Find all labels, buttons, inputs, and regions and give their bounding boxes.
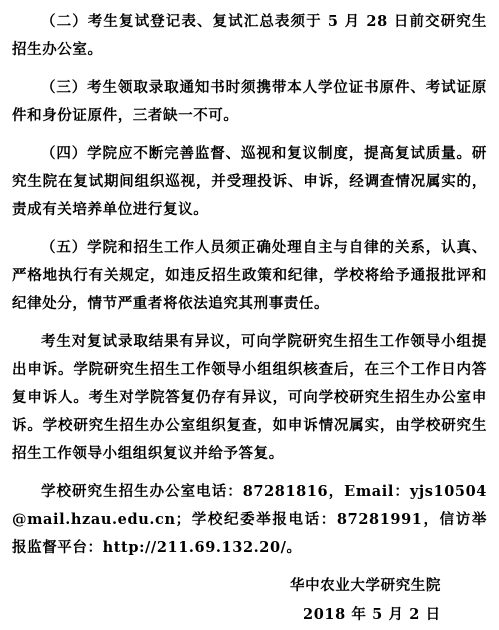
contact-paragraph: 学校研究生招生办公室电话：87281816，Email：yjs10504@mail.hzau.edu.cn；学校纪委举报电话：87281991，信访举报监督平台：http://211.69.132.20/。 [12, 483, 487, 556]
paragraph-item-2: （二）考生复试登记表、复试汇总表须于 5 月 28 日前交研究生招生办公室。 [12, 13, 487, 58]
paragraph-item-4: （四）学院应不断完善监督、巡视和复议制度，提高复试质量。研究生院在复试期间组织巡视，并受理投诉、申诉，经调查情况属实的，责成有关培养单位进行复议。 [12, 145, 487, 218]
paragraph-item-3: （三）考生领取录取通知书时须携带本人学位证书原件、考试证原件和身份证原件，三者缺一不可。 [12, 79, 487, 124]
signature-date: 2018 年 5 月 2 日 [303, 606, 441, 623]
signature-organization: 华中农业大学研究生院 [290, 577, 441, 594]
paragraph-item-5: （五）学院和招生工作人员须正确处理自主与自律的关系，认真、严格地执行有关规定，如违反招生政策和纪律，学校将给予通报批评和纪律处分，情节严重者将依法追究其刑事责任。 [12, 239, 487, 312]
appeal-paragraph: 考生对复试录取结果有异议，可向学院研究生招生工作领导小组提出申诉。学院研究生招生工作领导小组组织核查后，在三个工作日内答复申诉人。考生对学院答复仍存有异议，可向学校研究生招生办公室申诉。学校研究生招生办公室组织复查，如申诉情况属实，由学校研究生招生工作领导小组组织复议并给予答复。 [12, 333, 487, 462]
